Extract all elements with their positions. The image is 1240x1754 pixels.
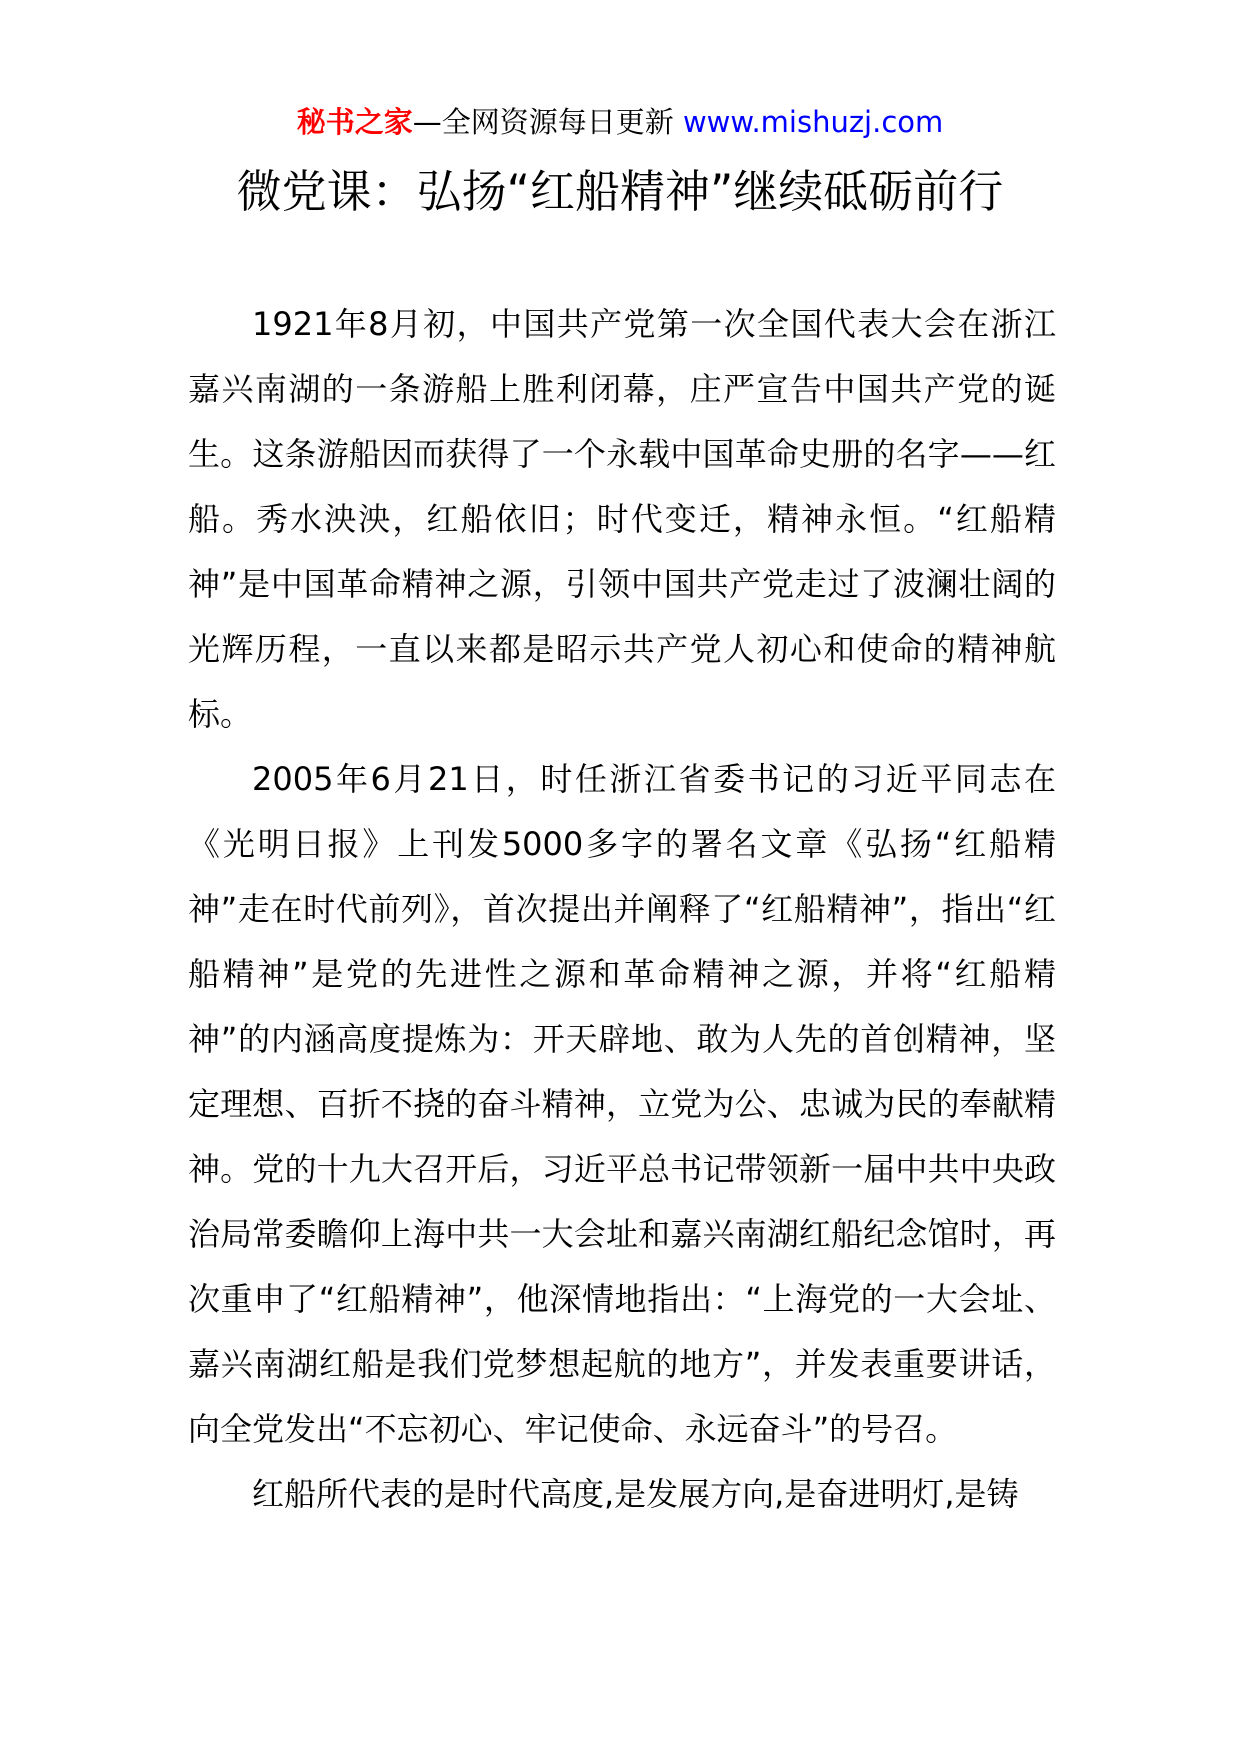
site-header [0, 102, 1240, 142]
paragraph-1: 1921年8月初，中国共产党第一次全国代表大会在浙江嘉兴南湖的一条游船上胜利闭幕，庄严宣告中国共产党的诞生。这条游船因而获得了一个永载中国革命史册的名字——红船。秀水泱泱，红船依旧；时代变迁，精神永恒。“红船精神”是中国革命精神之源，引领中国共产党走过了波澜壮阔的光辉历程，一直以来都是昭示共产党人初心和使命的精神航标。 [188, 305, 1056, 733]
paragraph-3: 红船所代表的是时代高度,是发展方向,是奋进明灯,是铸 [252, 1475, 1019, 1513]
site-tagline: —全网资源每日更新 [412, 105, 683, 139]
document-title: 微党课：弘扬“红船精神”继续砥砺前行 [236, 165, 1004, 218]
paragraph-2: 2005年6月21日，时任浙江省委书记的习近平同志在《光明日报》上刊发5000多字的署名文章《弘扬“红船精神”走在时代前列》，首次提出并阐释了“红船精神”，指出“红船精神”是党的先进性之源和革命精神之源，并将“红船精神”的内涵高度提炼为：开天辟地、敢为人先的首创精神，坚定理想、百折不挠的奋斗精神，立党为公、忠诚为民的奉献精神。党的十九大召开后，习近平总书记带领新一届中共中央政治局常委瞻仰上海中共一大会址和嘉兴南湖红船纪念馆时，再次重申了“红船精神”，他深情地指出：“上海党的一大会址、嘉兴南湖红船是我们党梦想起航的地方”，并发表重要讲话，向全党发出“不忘初心、牢记使命、永远奋斗”的号召。 [188, 760, 1056, 1448]
site-url-link[interactable]: www.mishuzj.com [682, 105, 944, 139]
document-body [188, 292, 1056, 1527]
site-brand: 秘书之家 [296, 105, 413, 139]
